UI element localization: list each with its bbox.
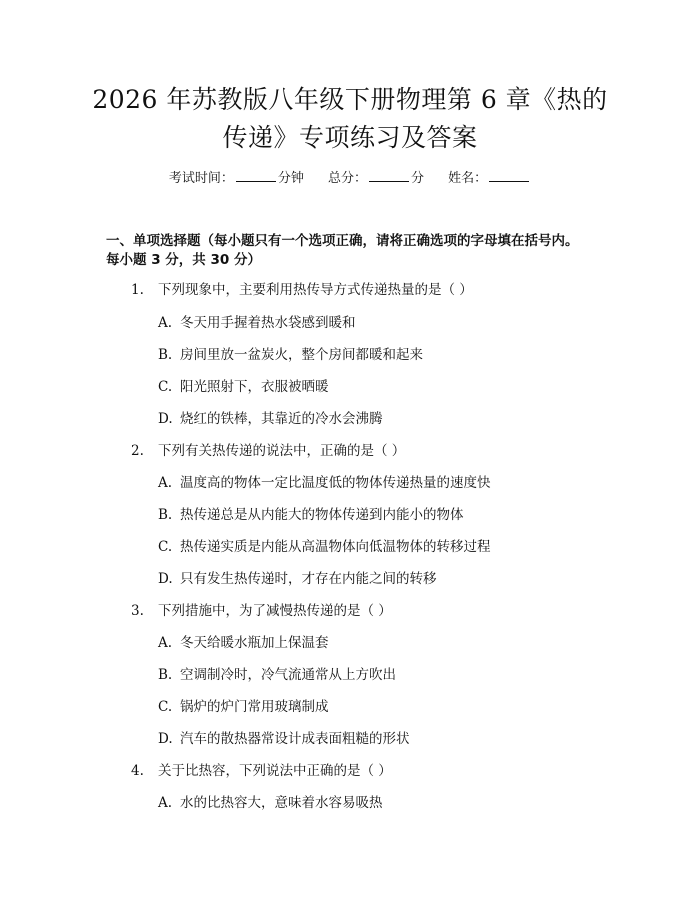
- document-title-line-2: 传递》专项练习及答案: [222, 123, 478, 152]
- question-1-option-d[interactable]: [158, 410, 383, 429]
- option-text: 空调制冷时，冷气流通常从上方吹出: [180, 667, 396, 683]
- option-text: 阳光照射下，衣服被晒暖: [180, 379, 329, 395]
- question-4-option-a[interactable]: [158, 794, 383, 813]
- exam-time-label: 考试时间：: [168, 171, 234, 186]
- option-label: A.: [158, 475, 173, 491]
- question-2-option-c[interactable]: [158, 538, 491, 557]
- option-label: C.: [158, 699, 173, 715]
- exam-time-unit: 分钟: [277, 171, 304, 186]
- option-text: 热传递实质是内能从高温物体向低温物体的转移过程: [180, 539, 491, 555]
- option-text: 房间里放一盆炭火，整个房间都暖和起来: [180, 347, 423, 363]
- exam-score-unit: 分: [411, 171, 425, 186]
- option-label: C.: [158, 379, 173, 395]
- option-text: 只有发生热传递时，才存在内能之间的转移: [180, 571, 437, 587]
- question-text: 下列现象中，主要利用热传导方式传递热量的是（ ）: [158, 282, 473, 298]
- option-text: 冬天用手握着热水袋感到暖和: [180, 315, 356, 331]
- option-text: 锅炉的炉门常用玻璃制成: [180, 699, 329, 715]
- exam-name-blank[interactable]: [489, 168, 529, 182]
- exam-score-blank[interactable]: [369, 168, 409, 182]
- question-1-option-c[interactable]: [158, 378, 329, 397]
- option-label: A.: [158, 315, 173, 331]
- question-3: [131, 602, 392, 621]
- option-text: 水的比热容大，意味着水容易吸热: [180, 795, 383, 811]
- option-text: 热传递总是从内能大的物体传递到内能小的物体: [180, 507, 464, 523]
- option-label: C.: [158, 539, 173, 555]
- exam-score-label: 总分：: [327, 171, 367, 186]
- question-1-option-b[interactable]: [158, 346, 423, 365]
- question-3-option-c[interactable]: [158, 698, 329, 717]
- option-label: A.: [158, 635, 173, 651]
- exam-name-label: 姓名：: [448, 171, 488, 186]
- question-text: 下列有关热传递的说法中，正确的是（ ）: [158, 443, 406, 459]
- option-text: 汽车的散热器常设计成表面粗糙的形状: [180, 731, 410, 747]
- option-label: A.: [158, 795, 173, 811]
- question-number: 4.: [131, 763, 144, 779]
- question-2-option-b[interactable]: [158, 506, 464, 525]
- question-1-option-a[interactable]: [158, 314, 356, 333]
- option-label: B.: [158, 667, 173, 683]
- exam-info: [0, 168, 700, 188]
- question-3-option-d[interactable]: [158, 730, 410, 749]
- question-3-option-a[interactable]: [158, 634, 329, 653]
- exam-score: [328, 168, 424, 188]
- option-text: 烧红的铁棒，其靠近的冷水会沸腾: [180, 411, 383, 427]
- question-text: 下列措施中，为了减慢热传递的是（ ）: [158, 603, 392, 619]
- exam-name: [448, 168, 531, 188]
- option-text: 温度高的物体一定比温度低的物体传递热量的速度快: [180, 475, 491, 491]
- section-heading-line-1: 一、单项选择题（每小题只有一个选项正确，请将正确选项的字母填在括号内。: [106, 233, 579, 249]
- question-2: [131, 442, 405, 461]
- question-1: [131, 281, 473, 300]
- option-text: 冬天给暖水瓶加上保温套: [180, 635, 329, 651]
- question-number: 1.: [131, 282, 144, 298]
- document-title-line-1: 2026 年苏教版八年级下册物理第 6 章《热的: [92, 85, 608, 114]
- question-number: 2.: [131, 443, 144, 459]
- section-heading-line-2: 每小题 3 分，共 30 分）: [106, 252, 261, 268]
- option-label: D.: [158, 731, 173, 747]
- question-text: 关于比热容，下列说法中正确的是（ ）: [158, 763, 392, 779]
- option-label: B.: [158, 347, 173, 363]
- exam-time: [169, 168, 304, 188]
- exam-time-blank[interactable]: [236, 168, 276, 182]
- question-number: 3.: [131, 603, 144, 619]
- option-label: B.: [158, 507, 173, 523]
- option-label: D.: [158, 571, 173, 587]
- question-2-option-d[interactable]: [158, 570, 437, 589]
- question-3-option-b[interactable]: [158, 666, 396, 685]
- question-2-option-a[interactable]: [158, 474, 491, 493]
- option-label: D.: [158, 411, 173, 427]
- question-4: [131, 762, 392, 781]
